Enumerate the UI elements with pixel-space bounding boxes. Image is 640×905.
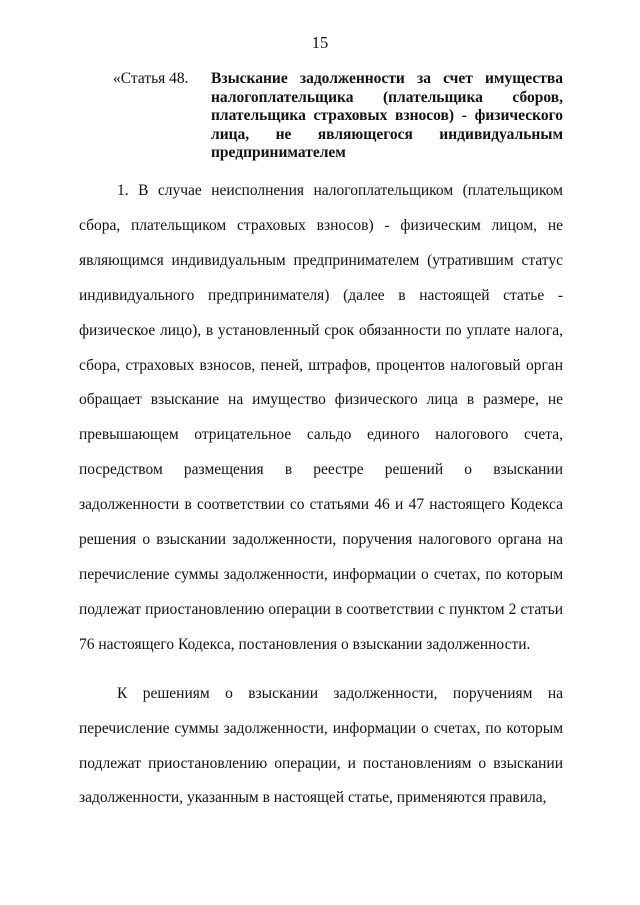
article-label: «Статья 48. — [113, 70, 189, 87]
paragraph-2: К решениям о взыскании задолженности, поручениям на перечисление суммы задолженности, информации о счетах, по которым подлежат приостановлению операции, и постановлениям о взыскании задолженности, указанным в настоящей статье, применяются правила, — [79, 684, 563, 807]
paragraph-1: 1. В случае неисполнения налогоплательщиком (плательщиком сбора, плательщиком страховых взносов) - физическим лицом, не являющимся индивидуальным предпринимателем (утратившим статус индивидуального предпринимателя) (далее в настоящей статье - физическое лицо), в установленный срок обязанности по уплате налога, сбора, страховых взносов, пеней, штрафов, процентов налоговый орган обращает взыскание на имущество физического лица в размере, не превышающем отрицательное сальдо единого налогового счета, посредством размещения в реестре решений о взыскании задолженности в соответствии со статьями 46 и 47 настоящего Кодекса решения о взыскании задолженности, поручения налогового органа на перечисление суммы задолженности, информации о счетах, по которым подлежат приостановлению операции в соответствии с пунктом 2 статьи 76 настоящего Кодекса, постановления о взыскании задолженности. — [79, 182, 563, 653]
article-title: Взыскание задолженности за счет имущества налогоплательщика (плательщика сборов, плательщика страховых взносов) - физического лица, не являющегося индивидуальным предпринимателем — [211, 70, 563, 161]
article-body — [79, 174, 563, 816]
article-heading — [113, 70, 563, 163]
page-number: 15 — [311, 33, 329, 52]
